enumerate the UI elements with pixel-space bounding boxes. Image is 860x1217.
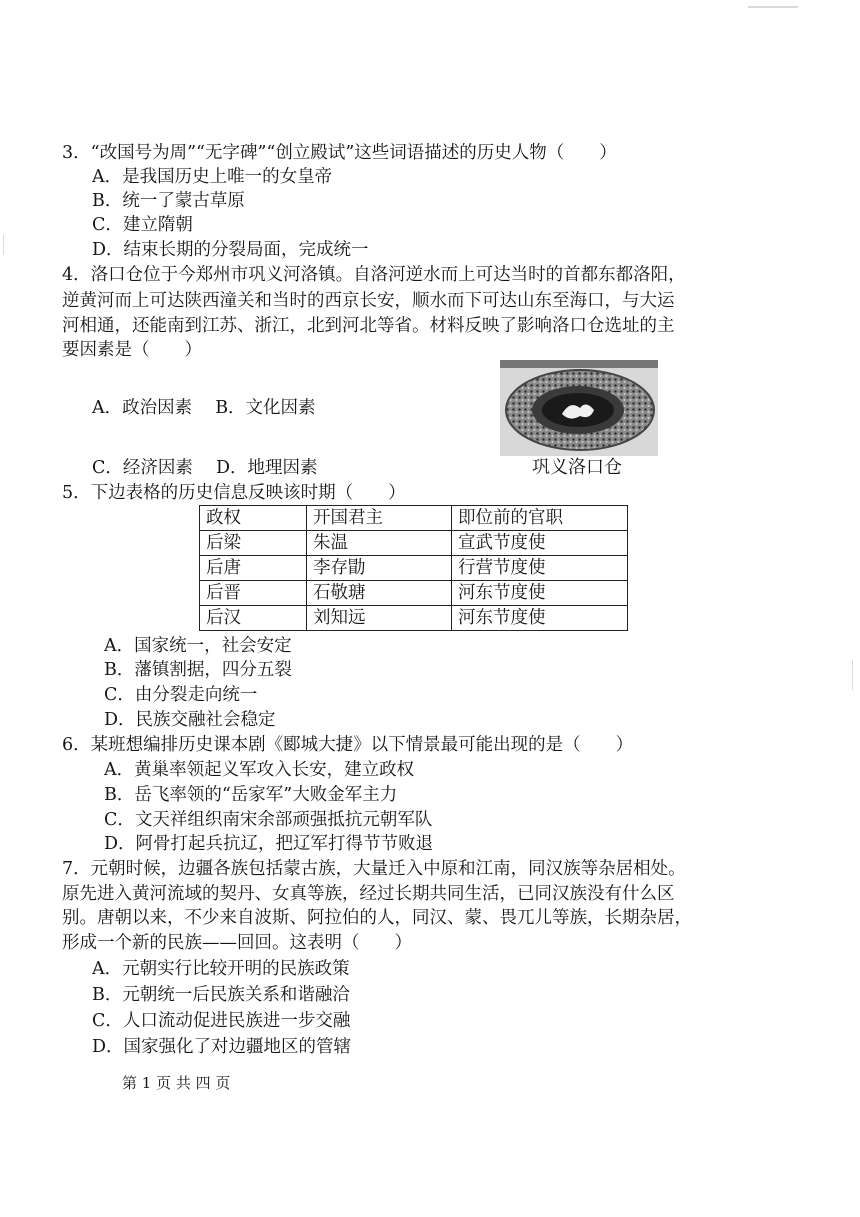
table-cell: 后汉 [200,606,307,631]
question-4-options-row-2: C．经济因素 D．地理因素 [92,458,318,478]
question-4-stem-line: 河相通，还能南到江苏、浙江，北到河北等省。材料反映了影响洛口仓选址的主 [62,316,675,336]
table-cell: 行营节度使 [452,556,628,581]
question-6-option-b: B．岳飞率领的“岳家军”大败金军主力 [104,785,398,805]
question-6-stem: 6．某班想编排历史课本剧《郾城大捷》以下情景最可能出现的是（ ） [62,735,634,755]
table-header-cell: 开国君主 [307,506,452,531]
question-5-option-a: A．国家统一，社会安定 [104,636,292,656]
question-3-option-a: A．是我国历史上唯一的女皇帝 [92,167,333,187]
question-4-options-row-1: A．政治因素 B．文化因素 [92,398,316,418]
question-5-option-c: C．由分裂走向统一 [104,685,258,705]
table-cell: 朱温 [307,531,452,556]
question-3-option-c: C．建立隋朝 [92,215,193,235]
table-header-row [200,506,628,531]
table-cell: 宣武节度使 [452,531,628,556]
table-header-cell: 政权 [200,506,307,531]
scan-mark [3,235,4,255]
question-6-option-a: A．黄巢率领起义军攻入长安，建立政权 [104,760,415,780]
scan-mark [852,660,853,690]
question-4-stem-line: 要因素是（ ） [62,340,202,360]
question-7-option-a: A．元朝实行比较开明的民族政策 [92,959,350,979]
table-cell: 河东节度使 [452,606,628,631]
question-7-option-b: B．元朝统一后民族关系和谐融洽 [92,985,350,1005]
scan-mark [748,6,798,8]
question-4-stem-line: 逆黄河而上可达陕西潼关和当时的西京长安，顺水而下可达山东至海口，与大运 [62,291,675,311]
table-cell: 刘知远 [307,606,452,631]
history-table [199,505,628,631]
table-cell: 李存勖 [307,556,452,581]
question-7-option-c: C．人口流动促进民族进一步交融 [92,1011,351,1031]
page-footer: 第 1 页 共 四 页 [122,1074,231,1092]
question-7-stem-line: 7．元朝时候，边疆各族包括蒙古族，大量迁入中原和江南，同汉族等杂居相处。 [62,859,686,879]
question-6-option-c: C．文天祥组织南宋余部顽强抵抗元朝军队 [104,810,433,830]
table-cell: 后晋 [200,581,307,606]
table-row [200,606,628,631]
table-cell: 石敬瑭 [307,581,452,606]
question-7-stem-line: 形成一个新的民族——回回。这表明（ ） [62,933,412,953]
table-row [200,581,628,606]
table-row [200,531,628,556]
question-7-stem-line: 原先进入黄河流域的契丹、女真等族，经过长期共同生活，已同汉族没有什么区 [62,884,675,904]
granary-photo [500,360,658,456]
question-6-option-d: D．阿骨打起兵抗辽，把辽军打得节节败退 [104,834,434,854]
question-4-stem-line: 4．洛口仓位于今郑州市巩义河洛镇。自洛河逆水而上可达当时的首都东都洛阳， [62,265,686,285]
question-5-option-d: D．民族交融社会稳定 [104,710,276,730]
table-cell: 后唐 [200,556,307,581]
table-cell: 后梁 [200,531,307,556]
question-3-stem: 3．“改国号为周”“无字碑”“创立殿试”这些词语描述的历史人物（ ） [62,143,617,163]
granary-photo-caption: 巩义洛口仓 [532,457,622,478]
table-header-cell: 即位前的官职 [452,506,628,531]
question-5-option-b: B．藩镇割据，四分五裂 [104,660,292,680]
question-3-option-d: D．结束长期的分裂局面，完成统一 [92,240,369,260]
question-3-option-b: B．统一了蒙古草原 [92,191,245,211]
table-row [200,556,628,581]
question-5-stem: 5．下边表格的历史信息反映该时期（ ） [62,483,406,503]
question-7-stem-line: 别。唐朝以来，不少来自波斯、阿拉伯的人，同汉、蒙、畏兀儿等族，长期杂居， [62,908,692,928]
table-cell: 河东节度使 [452,581,628,606]
question-7-option-d: D．国家强化了对边疆地区的管辖 [92,1037,352,1057]
